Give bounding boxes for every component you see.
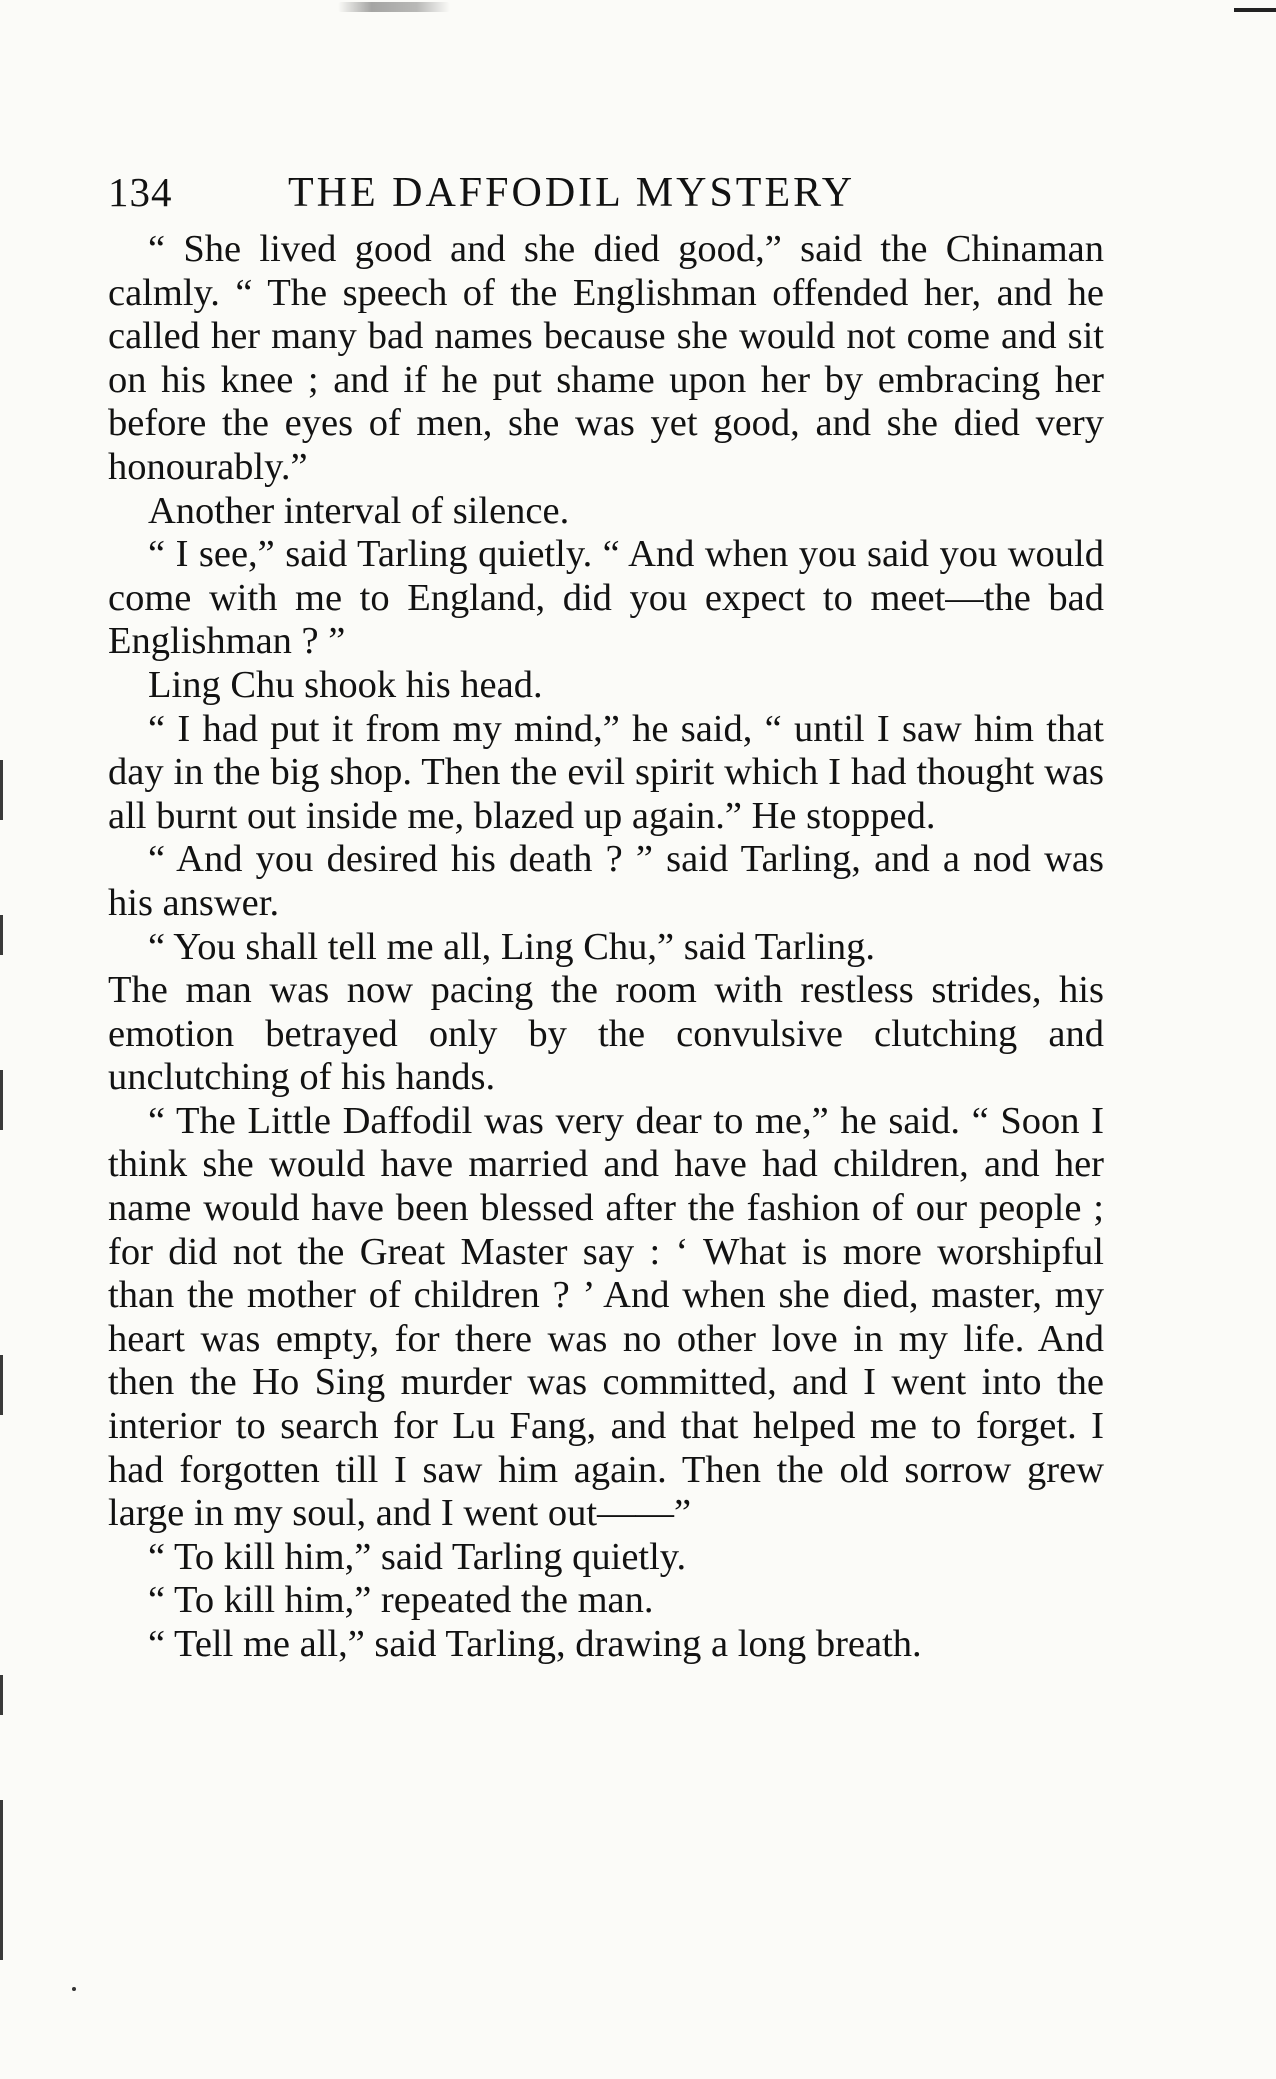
paragraph: “ Tell me all,” said Tarling, drawing a long breath.: [148, 1623, 922, 1665]
gutter-shadow: [0, 1070, 3, 1130]
paragraph: “ I see,” said Tarling quietly. “ And when you said you would come with me to England, did you expect to meet—the bad Englishman ? ”: [108, 533, 1104, 663]
paragraph: “ The Little Daffodil was very dear to me,” he said. “ Soon I think she would have married and have had children, and her name would have been blessed after the fashion of our people ; for did not the Great Master say : ‘ What is more worshipful than the mother of children ? ’ And when she died, master, my heart was empty, for there was no other love in my life. And then the Ho Sing murder was committed, and I went into the interior to search for Lu Fang, and that helped me to forget. I had forgotten till I saw him again. Then the old sorrow grew large in my soul, and I went out——”: [108, 1099, 1104, 1535]
paragraph: Another interval of silence.: [148, 489, 570, 532]
paragraph: “ You shall tell me all, Ling Chu,” said Tarling.: [148, 925, 875, 968]
gutter-shadow: [0, 760, 3, 820]
body-text: [108, 228, 1104, 1667]
running-head: [108, 168, 1104, 224]
paragraph: “ To kill him,” said Tarling quietly.: [148, 1535, 687, 1578]
gutter-shadow: [0, 1675, 3, 1715]
gutter-shadow: [0, 915, 3, 955]
paragraph: “ I had put it from my mind,” he said, “ until I saw him that day in the big shop. Then the evil spirit which I had thought was all burnt out inside me, blazed up again.” He stopped.: [108, 707, 1104, 837]
paragraph: Ling Chu shook his head.: [148, 663, 543, 706]
paragraph: “ She lived good and she died good,” said the Chinaman calmly. “ The speech of the Englishman offended her, and he called her many bad names because she would not come and sit on his knee ; and if he put shame upon her by embracing her before the eyes of men, she was yet good, and she died very honourably.”: [108, 228, 1104, 488]
gutter-shadow: [0, 1355, 3, 1415]
book-page: [108, 168, 1104, 1667]
scan-smudge: [338, 2, 450, 12]
gutter-shadow: [0, 1800, 3, 1960]
page-number: 134: [108, 169, 173, 215]
scan-corner-mark: [1234, 8, 1276, 12]
running-title: THE DAFFODIL MYSTERY: [288, 170, 856, 216]
paragraph: “ And you desired his death ? ” said Tarling, and a nod was his answer.: [108, 838, 1104, 924]
gutter-dot: [72, 1987, 76, 1991]
paragraph: “ To kill him,” repeated the man.: [148, 1579, 654, 1622]
paragraph: The man was now pacing the room with restless strides, his emotion betrayed only by the convulsive clutching and unclutching of his hands.: [108, 969, 1104, 1099]
